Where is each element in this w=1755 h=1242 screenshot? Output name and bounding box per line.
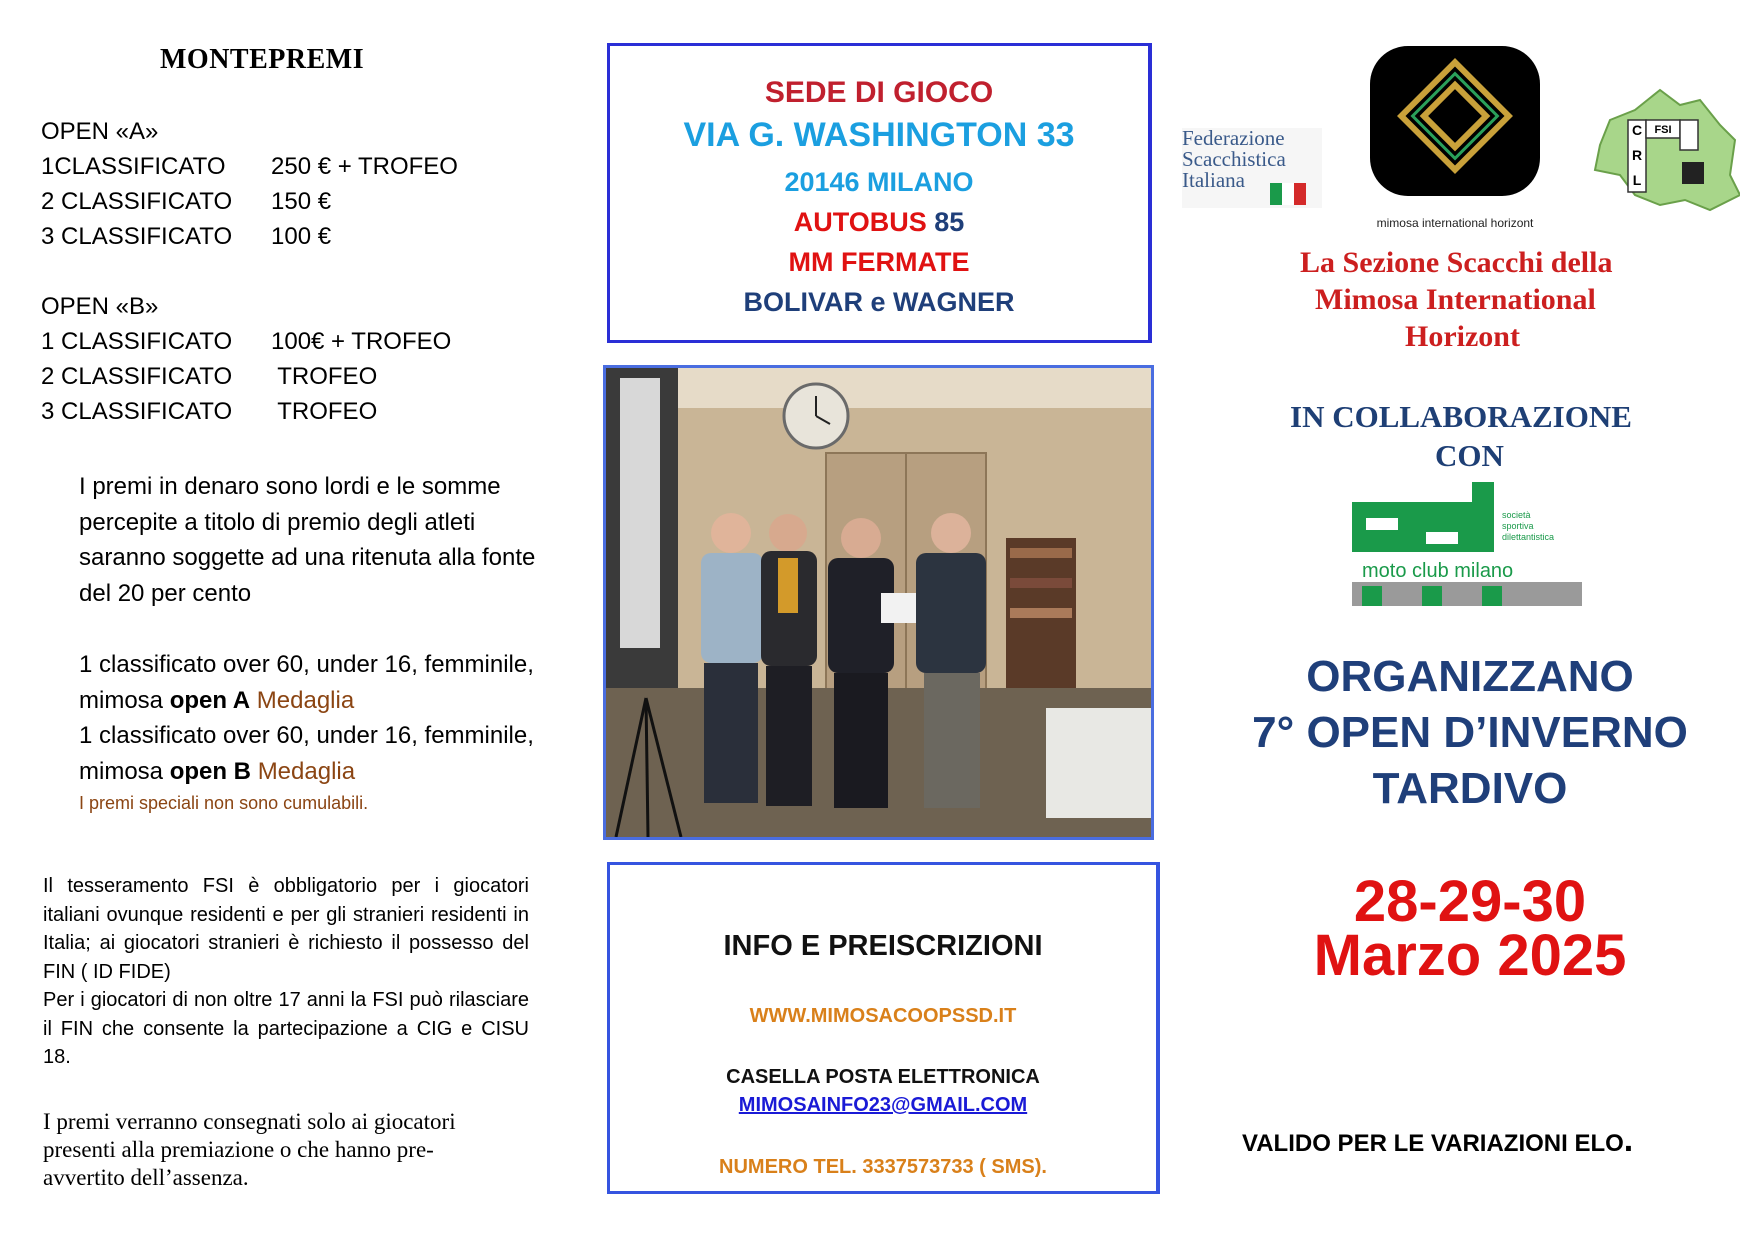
- email-link[interactable]: MIMOSAINFO23@GMAIL.COM: [738, 1094, 1028, 1116]
- italian-flag-icon: [1270, 183, 1306, 205]
- gross-prize-note: I premi in denaro sono lordi e le somme percepite a titolo di premio degli atleti saranno soggette ad una ritenuta alla fonte del 20 per cento: [79, 473, 536, 607]
- mimosa-logo: [1355, 38, 1555, 238]
- event-month: Marzo 2025: [1313, 923, 1627, 988]
- lombardy-map-icon: [1590, 80, 1740, 220]
- award-photo-image: [606, 368, 1151, 837]
- collab-line-1: IN COLLABORAZIONE: [1290, 399, 1632, 434]
- info-box: [607, 862, 1160, 1194]
- delivery-note: I premi verranno consegnati solo ai giocatori presenti alla premiazione o che hanno pre-avvertito dell’assenza.: [43, 1109, 456, 1190]
- crl-fsi: FSI: [1654, 124, 1672, 136]
- crl-letter-l: L: [1632, 172, 1642, 188]
- place-label: 3 CLASSIFICATO: [41, 398, 233, 425]
- collab-line-2: CON: [1435, 438, 1504, 473]
- elo-text: VALIDO PER LE VARIAZIONI ELO: [1242, 1130, 1624, 1157]
- prize-pool-title: MONTEPREMI: [160, 44, 365, 75]
- open-a-heading: OPEN «A»: [41, 118, 159, 145]
- place-label: 1 CLASSIFICATO: [41, 328, 233, 355]
- venue-title: SEDE DI GIOCO: [764, 76, 994, 109]
- moto-club-mark-icon: [1352, 482, 1582, 610]
- special-prize-open-a: [79, 647, 549, 718]
- prize-value: TROFEO: [271, 398, 378, 425]
- special-prize-open-b: [79, 718, 549, 789]
- prize-value: TROFEO: [271, 363, 378, 390]
- membership-notes: [43, 872, 529, 1072]
- moto-club-caption: moto club milano: [1362, 560, 1514, 582]
- bus-number: 85: [934, 207, 965, 237]
- phone-number: NUMERO TEL. 3337573733 ( SMS).: [719, 1156, 1047, 1178]
- info-title: INFO E PREISCRIZIONI: [723, 930, 1043, 962]
- moto-sub-3: dilettantistica: [1502, 532, 1555, 542]
- person-1: [701, 513, 763, 803]
- medal-label: Medaglia: [256, 686, 355, 714]
- venue-box: [607, 43, 1152, 343]
- venue-bus: [610, 207, 1148, 238]
- open-a-label: open A: [169, 686, 251, 714]
- open-b-row-2: [41, 363, 377, 391]
- org-line-3: Horizont: [1405, 320, 1520, 353]
- elo-note: [1242, 1121, 1633, 1160]
- event-title-line-2: TARDIVO: [1372, 764, 1568, 813]
- award-photo: [603, 365, 1154, 840]
- prize-value: 250 € + TROFEO: [271, 153, 458, 180]
- fsi-logo: [1182, 128, 1322, 208]
- org-line-2: Mimosa International: [1315, 283, 1596, 316]
- place-label: 2 CLASSIFICATO: [41, 363, 233, 390]
- mimosa-caption: mimosa international horizont: [1376, 216, 1534, 230]
- not-cumulative-note: I premi speciali non sono cumulabili.: [79, 793, 369, 813]
- crl-letter-c: C: [1631, 122, 1643, 138]
- fsi-line-2: Scacchistica: [1182, 147, 1286, 171]
- venue-stops: BOLIVAR e WAGNER: [743, 287, 1015, 317]
- moto-club-logo: [1352, 482, 1582, 610]
- membership-note: Il tesseramento FSI è obbligatorio per i giocatori italiani ovunque residenti e per gli stranieri residenti in Italia; ai giocatori stranieri è richiesto il possesso del FIN ( ID FIDE): [43, 875, 529, 983]
- crl-letter-r: R: [1631, 147, 1643, 163]
- crl-logo: [1590, 80, 1740, 220]
- prize-value: 150 €: [271, 188, 332, 215]
- venue-street: VIA G. WASHINGTON 33: [683, 116, 1075, 154]
- special-criteria: 1 classificato over 60, under 16, femminile, mimosa: [79, 722, 534, 785]
- fsi-line-1: Federazione: [1182, 126, 1285, 150]
- open-a-row-1: [41, 153, 458, 181]
- open-a-row-2: [41, 188, 331, 216]
- org-line-1: La Sezione Scacchi della: [1300, 246, 1613, 279]
- person-2: [761, 514, 817, 806]
- moto-club-subtitle: [1502, 510, 1554, 543]
- person-4: [916, 513, 986, 808]
- place-label: 1CLASSIFICATO: [41, 153, 226, 180]
- prize-value: 100 €: [271, 223, 332, 250]
- venue-metro: MM FERMATE: [788, 247, 970, 277]
- event-dates: 28-29-30: [1353, 869, 1587, 934]
- open-b-row-1: [41, 328, 451, 356]
- mimosa-knot-icon: [1355, 38, 1555, 238]
- place-label: 3 CLASSIFICATO: [41, 223, 233, 250]
- wall-clock: [784, 384, 848, 448]
- event-title-line-1: 7° OPEN D’INVERNO: [1252, 708, 1688, 757]
- special-criteria: 1 classificato over 60, under 16, femminile, mimosa: [79, 651, 534, 714]
- open-b-label: open B: [169, 757, 252, 785]
- website-link[interactable]: WWW.MIMOSACOOPSSD.IT: [749, 1005, 1017, 1027]
- place-label: 2 CLASSIFICATO: [41, 188, 233, 215]
- venue-city: 20146 MILANO: [784, 167, 974, 197]
- open-a-row-3: [41, 223, 331, 251]
- moto-sub-1: società: [1502, 510, 1531, 520]
- medal-label: Medaglia: [257, 757, 356, 785]
- bus-label: AUTOBUS: [793, 207, 927, 237]
- moto-sub-2: sportiva: [1502, 521, 1534, 531]
- prize-value: 100€ + TROFEO: [271, 328, 452, 355]
- elo-dot: .: [1623, 1121, 1634, 1159]
- fin-note: Per i giocatori di non oltre 17 anni la FSI può rilasciare il FIN che consente la partecipazione a CIG e CISU 18.: [43, 989, 529, 1068]
- fsi-line-3: Italiana: [1182, 168, 1245, 192]
- open-b-heading: OPEN «B»: [41, 293, 159, 320]
- open-b-row-3: [41, 398, 377, 426]
- organize-heading: ORGANIZZANO: [1306, 652, 1634, 701]
- email-label: CASELLA POSTA ELETTRONICA: [726, 1066, 1040, 1088]
